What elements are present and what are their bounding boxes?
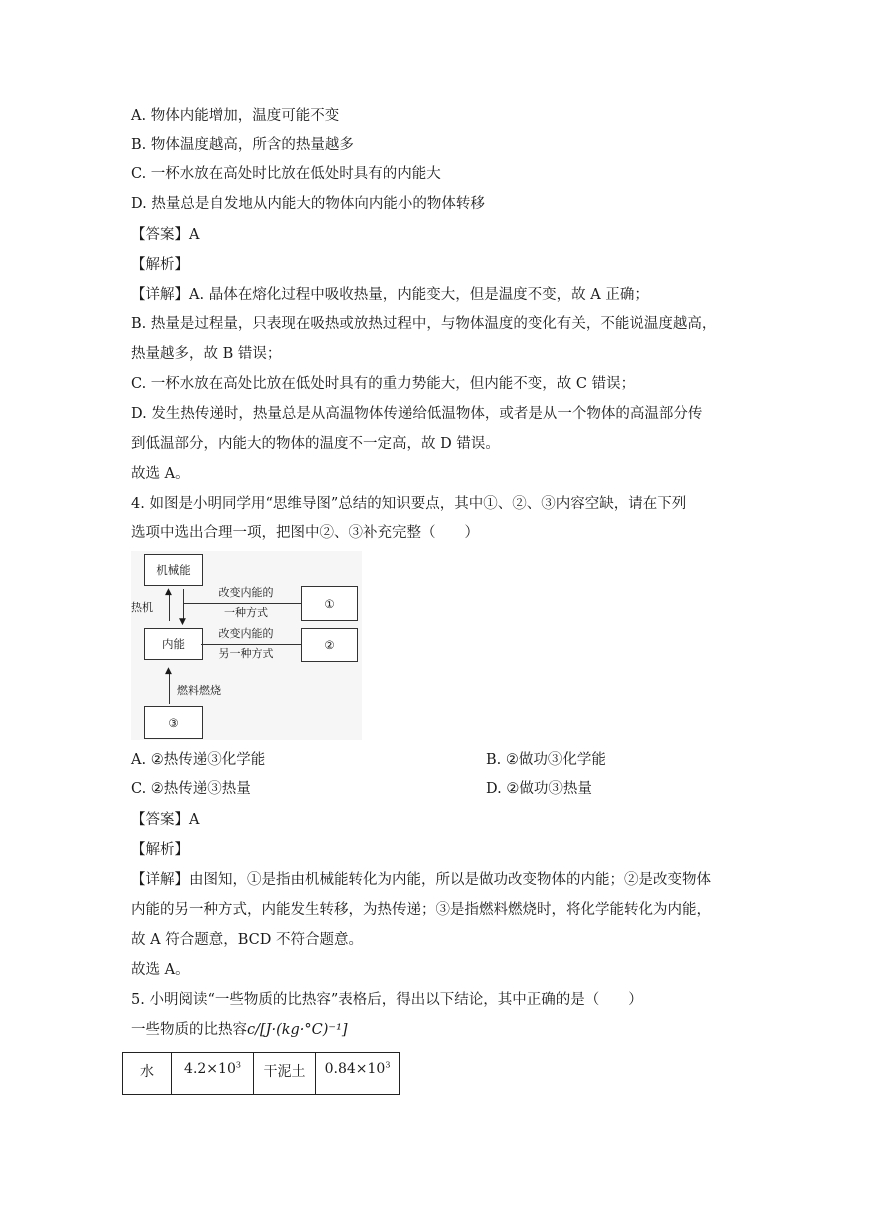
label-heat-engine: 热机 <box>131 601 153 614</box>
q5-table-caption <box>131 1020 348 1040</box>
q4-option-a: A. ②热传递③化学能 <box>131 752 266 768</box>
box-mechanical-energy: 机械能 <box>144 554 203 586</box>
q3-option-b: B. 物体温度越高，所含的热量越多 <box>131 137 354 153</box>
label-way2-line1: 改变内能的 <box>218 627 274 640</box>
cell-water-value: $4.2\times 10^3$ <box>172 1053 254 1095</box>
q4-option-b: B. ②做功③化学能 <box>486 752 606 768</box>
q3-option-a: A. 物体内能增加，温度可能不变 <box>131 108 340 124</box>
label-way1-line1: 改变内能的 <box>218 586 274 599</box>
q4-stem-line-2: 选项中选出合理一项，把图中②、③补充完整（ ） <box>131 525 479 541</box>
q4-stem-line-1: 4. 如图是小明同学用“思维导图”总结的知识要点，其中①、②、③内容空缺，请在下列 <box>131 496 687 512</box>
box-blank-3: ③ <box>144 706 203 739</box>
arrow-fuel-head-icon: ▲ <box>165 666 172 676</box>
q4-answer: 【答案】A <box>131 812 200 828</box>
q5-stem: 5. 小明阅读“一些物质的比热容”表格后，得出以下结论，其中正确的是（ ） <box>131 992 643 1008</box>
q3-conclusion: 故选 A。 <box>131 466 190 482</box>
label-way1-line2: 一种方式 <box>224 606 268 619</box>
q4-analysis-heading: 【解析】 <box>131 842 189 858</box>
cell-dry-soil: 干泥土 <box>254 1053 316 1095</box>
table-unit: c/[J·(kg·°C)⁻¹] <box>247 1022 348 1038</box>
specific-heat-table <box>122 1052 400 1095</box>
connector-1 <box>183 603 301 604</box>
box-internal-energy: 内能 <box>144 628 203 660</box>
q3-detail-line-2: B. 热量是过程量，只表现在吸热或放热过程中，与物体温度的变化有关，不能说温度越高， <box>131 316 717 332</box>
table-title: 一些物质的比热容 <box>131 1022 247 1038</box>
q4-detail-line-1: 【详解】由图知，①是指由机械能转化为内能，所以是做功改变物体的内能；②是改变物体 <box>131 872 711 888</box>
q3-detail-line-5: D. 发生热传递时，热量总是从高温物体传递给低温物体，或者是从一个物体的高温部分传 <box>131 406 703 422</box>
arrow-down-head-icon: ▼ <box>179 617 186 627</box>
arrow-up-head-icon: ▲ <box>165 587 172 597</box>
box-blank-1: ① <box>301 586 358 621</box>
box-blank-2: ② <box>301 628 358 662</box>
label-way2-line2: 另一种方式 <box>218 647 274 660</box>
q3-detail-line-4: C. 一杯水放在高处比放在低处时具有的重力势能大，但内能不变，故 C 错误； <box>131 376 636 392</box>
q3-option-c: C. 一杯水放在高处时比放在低处时具有的内能大 <box>131 166 441 182</box>
q3-detail-line-6: 到低温部分，内能大的物体的温度不一定高，故 D 错误。 <box>131 436 500 452</box>
q4-option-d: D. ②做功③热量 <box>486 781 592 797</box>
q3-detail-line-3: 热量越多，故 B 错误； <box>131 346 282 362</box>
q3-option-d: D. 热量总是自发地从内能大的物体向内能小的物体转移 <box>131 196 485 212</box>
q4-option-c: C. ②热传递③热量 <box>131 781 251 797</box>
q4-detail-line-3: 故 A 符合题意，BCD 不符合题意。 <box>131 932 363 948</box>
connector-2 <box>201 644 301 645</box>
q3-detail-line-1: 【详解】A. 晶体在熔化过程中吸收热量，内能变大，但是温度不变，故 A 正确； <box>131 287 649 303</box>
q4-conclusion: 故选 A。 <box>131 962 190 978</box>
mind-map-diagram <box>131 551 362 740</box>
cell-water: 水 <box>123 1053 172 1095</box>
cell-dry-soil-value: $0.84\times 10^3$ <box>316 1053 400 1095</box>
q4-detail-line-2: 内能的另一种方式，内能发生转移，为热传递；③是指燃料燃烧时，将化学能转化为内能， <box>131 902 711 918</box>
table-row <box>123 1053 400 1095</box>
q3-answer: 【答案】A <box>131 227 200 243</box>
label-fuel-burning: 燃料燃烧 <box>177 684 221 697</box>
q3-analysis-heading: 【解析】 <box>131 257 189 273</box>
